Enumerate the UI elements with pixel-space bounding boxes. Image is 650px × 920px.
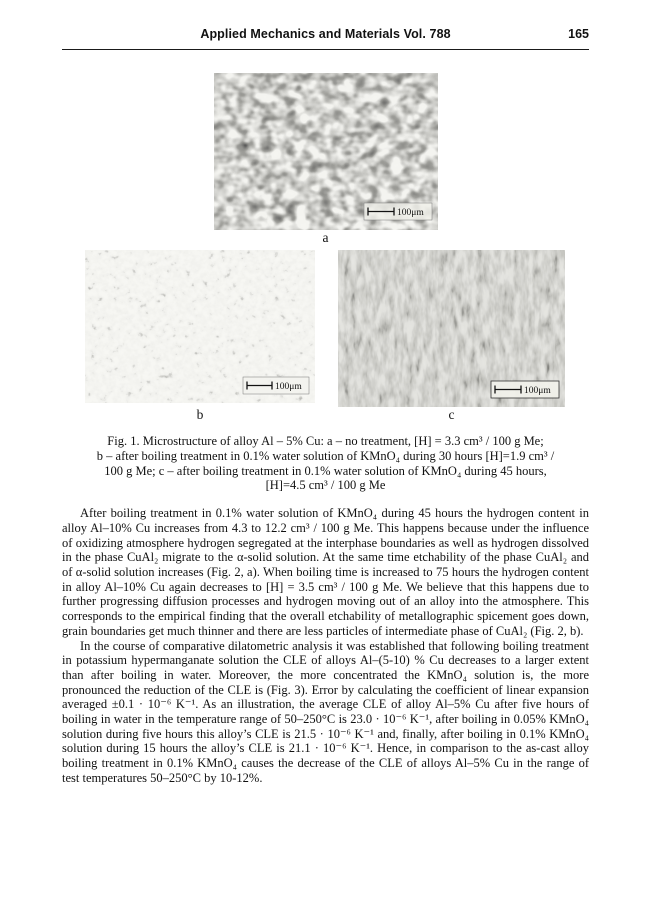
scale-bar-b-label: 100μm (275, 382, 302, 392)
caption-line-2: b – after boiling treatment in 0.1% water solution of KMnO₄ during 30 hours [H]=1.9 cm³ / (96, 448, 555, 463)
micrograph-c-image (338, 250, 565, 407)
header-rule (62, 49, 589, 50)
scale-bar-b (243, 377, 309, 394)
scale-bar-c-label: 100μm (524, 386, 551, 396)
page-content (62, 0, 589, 786)
caption-line-1: Fig. 1. Microstructure of alloy Al – 5% Cu: a – no treatment, [H] = 3.3 cm³ / 100 g Me; (107, 434, 544, 448)
figure-panel-labels-bc (85, 407, 589, 423)
running-header (62, 0, 589, 41)
figure-caption (62, 434, 589, 493)
micrograph-a-image (214, 73, 438, 230)
panel-b-label: b (196, 407, 204, 422)
figure-panel-a (62, 73, 589, 246)
caption-line-4: [H]=4.5 cm³ / 100 g Me (265, 478, 386, 493)
scale-bar-c (491, 381, 559, 398)
paragraph-1: After boiling treatment in 0.1% water solution of KMnO₄ during 45 hours the hydrogen content in alloy Al–10% Cu increases from 4.3 to 12.2 cm³ / 100 g Me. This happens because under the influence of oxidizing atmosphere hydrogen segregated at the interphase boundaries as well as hydrogen dissolved in the phase CuAl₂ migrate to the α-solid solution. At the same time etchability of the phase CuAl₂ and of α-solid solution increases (Fig. 2, a). When boiling time is increased to 75 hours the hydrogen content in alloy Al–10% Cu again decreases to [H] = 3.5 cm³ / 100 g Me. We believe that this happens due to further progressing diffusion processes and hydrogen moving out of an alloy into the atmosphere. This corresponds to the empirical finding that the overall etchability of metallographic spicement goes down, grain boundaries get much thinner and there are less particles of intermediate phase of CuAl₂ (Fig. 2, b). (62, 506, 589, 638)
article-body (62, 506, 589, 785)
scale-bar-a-label: 100μm (396, 208, 424, 218)
figure-panels-bc (85, 250, 589, 407)
panel-c-label: c (448, 407, 455, 422)
micrograph-b-image (85, 250, 315, 403)
page-number: 165 (568, 27, 589, 41)
panel-a-label: a (322, 230, 329, 245)
scale-bar-a (364, 203, 432, 220)
journal-title: Applied Mechanics and Materials Vol. 788 (200, 27, 451, 41)
paragraph-2: In the course of comparative dilatometric analysis it was established that following boiling treatment in potassium hypermanganate solution the CLE of alloys Al–(5-10) % Cu decreases to a larger extent than after boiling in water. Moreover, the more concentrated the KMnO₄ solution is, the more pronounced the reduction of the CLE is (Fig. 3). Error by calculating the coefficient of linear expansion averaged ±0.1 · 10⁻⁶ K⁻¹. As an illustration, the average CLE of alloy Al–5% Cu after five hours of boiling in water in the temperature range of 50–250°C is 23.0 · 10⁻⁶ K⁻¹, after boiling in 0.05% KMnO₄ solution during five hours this alloy’s CLE is 21.5 · 10⁻⁶ K⁻¹ and, finally, after boiling in 0.1% KMnO₄ solution during 15 hours the alloy’s CLE is 21.1 · 10⁻⁶ K⁻¹. Hence, in comparison to the as-cast alloy boiling treatment in 0.1% KMnO₄ causes the decrease of the CLE of alloys Al–5% Cu in the range of test temperatures 50–250°C by 10-12%. (62, 638, 589, 785)
caption-line-3: 100 g Me; c – after boiling treatment in 0.1% water solution of KMnO₄ during 45 hours, (104, 463, 547, 478)
